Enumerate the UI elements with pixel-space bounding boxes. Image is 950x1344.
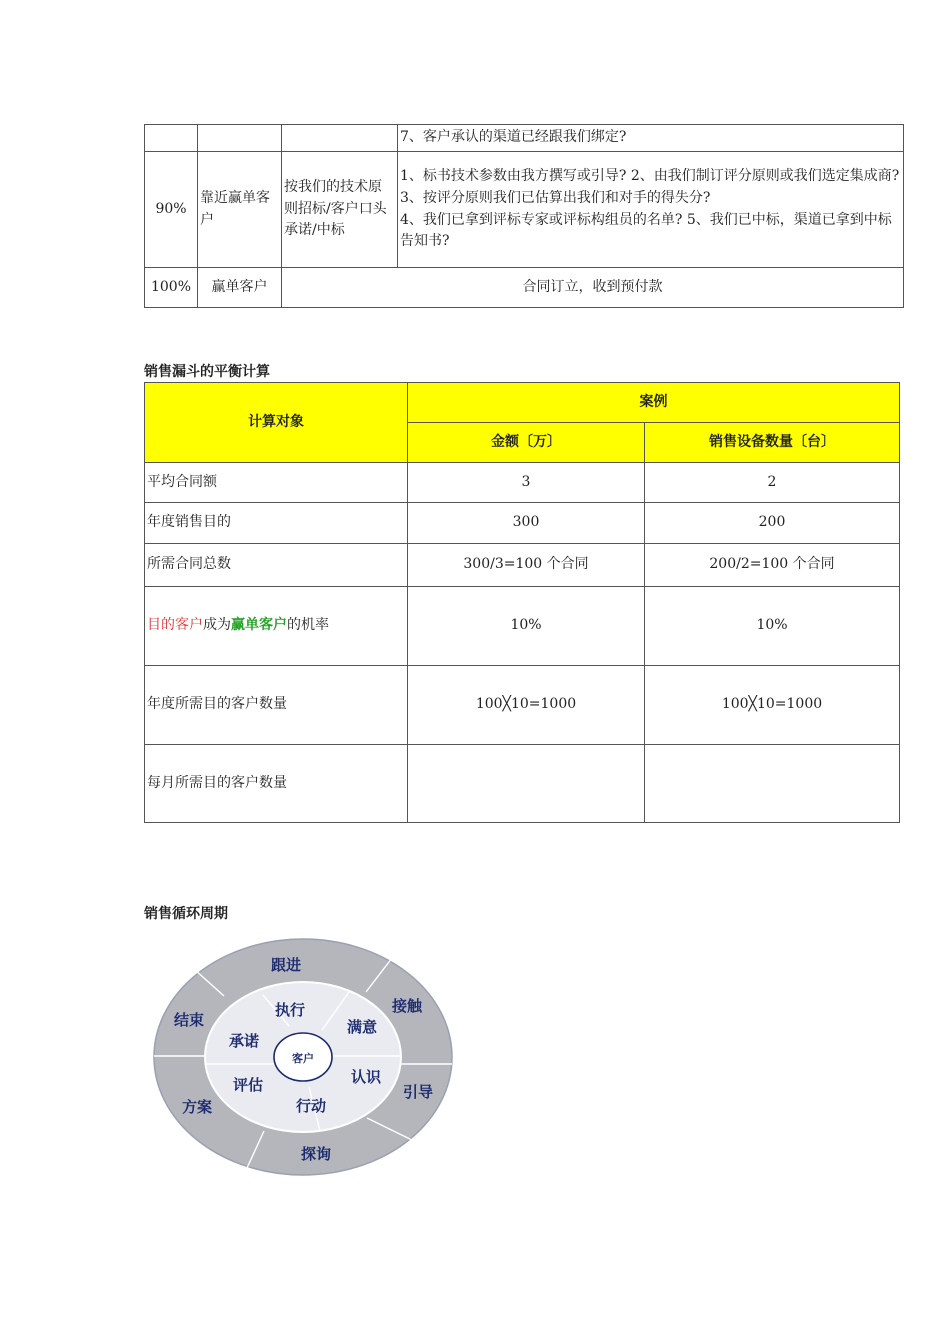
- table-row: [145, 268, 904, 308]
- table-cell: 7、客户承认的渠道已经跟我们绑定?: [398, 125, 904, 152]
- inner-label-satisfied: 满意: [346, 1018, 378, 1036]
- stage-name: 靠近赢单客户: [198, 152, 282, 268]
- row-label: 年度销售目的: [145, 503, 408, 544]
- inner-label-action: 行动: [295, 1097, 327, 1115]
- row-label: [145, 587, 408, 666]
- header-case: 案例: [408, 383, 900, 423]
- header-object: 计算对象: [145, 383, 408, 463]
- table-cell: [145, 125, 198, 152]
- inner-label-evaluate: 评估: [232, 1076, 264, 1094]
- row-units: 2: [645, 463, 900, 503]
- outer-label-follow-up: 跟进: [270, 956, 302, 974]
- row-amount: 300/3=100 个合同: [408, 544, 645, 587]
- row-label: 平均合同额: [145, 463, 408, 503]
- outer-label-guide: 引导: [402, 1083, 434, 1101]
- table-row: [145, 666, 900, 745]
- row-amount: 100╳10=1000: [408, 666, 645, 745]
- row-label: 年度所需目的客户数量: [145, 666, 408, 745]
- table-row: [145, 544, 900, 587]
- row-units: 100╳10=1000: [645, 666, 900, 745]
- row-units: [645, 745, 900, 823]
- row-amount: 300: [408, 503, 645, 544]
- label-target-customer: 目的客户: [147, 617, 203, 634]
- row-amount: [408, 745, 645, 823]
- stage-criteria: 按我们的技术原则招标/客户口头承诺/中标: [282, 152, 398, 268]
- table-row: [145, 587, 900, 666]
- stage-percent: 100%: [145, 268, 198, 308]
- stage-table: [144, 124, 904, 308]
- table-row: [145, 503, 900, 544]
- stage-description: 合同订立，收到预付款: [282, 268, 904, 308]
- outer-label-inquire: 探询: [300, 1145, 332, 1163]
- inner-label-awareness: 认识: [350, 1068, 382, 1086]
- label-end: 的机率: [287, 617, 329, 634]
- row-units: 200/2=100 个合同: [645, 544, 900, 587]
- table-row: [145, 463, 900, 503]
- header-units: 销售设备数量〔台〕: [645, 423, 900, 463]
- sales-cycle-diagram: [152, 936, 456, 1178]
- cycle-title: 销售循环周期: [144, 906, 228, 922]
- stage-percent: 90%: [145, 152, 198, 268]
- questions-line-b: 4、我们已拿到评标专家或评标构组员的名单? 5、我们已中标，渠道已拿到中标告知书?: [400, 211, 892, 250]
- outer-label-proposal: 方案: [181, 1098, 213, 1116]
- row-units: 200: [645, 503, 900, 544]
- table-cell: [198, 125, 282, 152]
- row-label: 所需合同总数: [145, 544, 408, 587]
- label-mid: 成为: [203, 617, 231, 634]
- row-amount: 3: [408, 463, 645, 503]
- table-row: [145, 152, 904, 268]
- funnel-title: 销售漏斗的平衡计算: [144, 364, 270, 380]
- table-row: [145, 125, 904, 152]
- row-amount: 10%: [408, 587, 645, 666]
- table-cell: [282, 125, 398, 152]
- center-label: 客户: [292, 1052, 314, 1065]
- questions-line-a: 1、标书技术参数由我方撰写或引导? 2、由我们制订评分原则或我们选定集成商? 3、按评分原则我们已估算出我们和对手的得失分?: [400, 168, 900, 206]
- row-units: 10%: [645, 587, 900, 666]
- inner-label-execute: 执行: [274, 1001, 306, 1019]
- outer-label-close: 结束: [173, 1011, 205, 1029]
- header-amount: 金额〔万〕: [408, 423, 645, 463]
- row-label: 每月所需目的客户数量: [145, 745, 408, 823]
- outer-label-contact: 接触: [391, 997, 423, 1015]
- stage-name: 赢单客户: [198, 268, 282, 308]
- label-win-customer: 赢单客户: [231, 617, 287, 634]
- table-row: [145, 745, 900, 823]
- funnel-table: [144, 382, 900, 823]
- table-header-row: [145, 383, 900, 423]
- inner-label-commit: 承诺: [228, 1032, 260, 1050]
- stage-questions: [398, 152, 904, 268]
